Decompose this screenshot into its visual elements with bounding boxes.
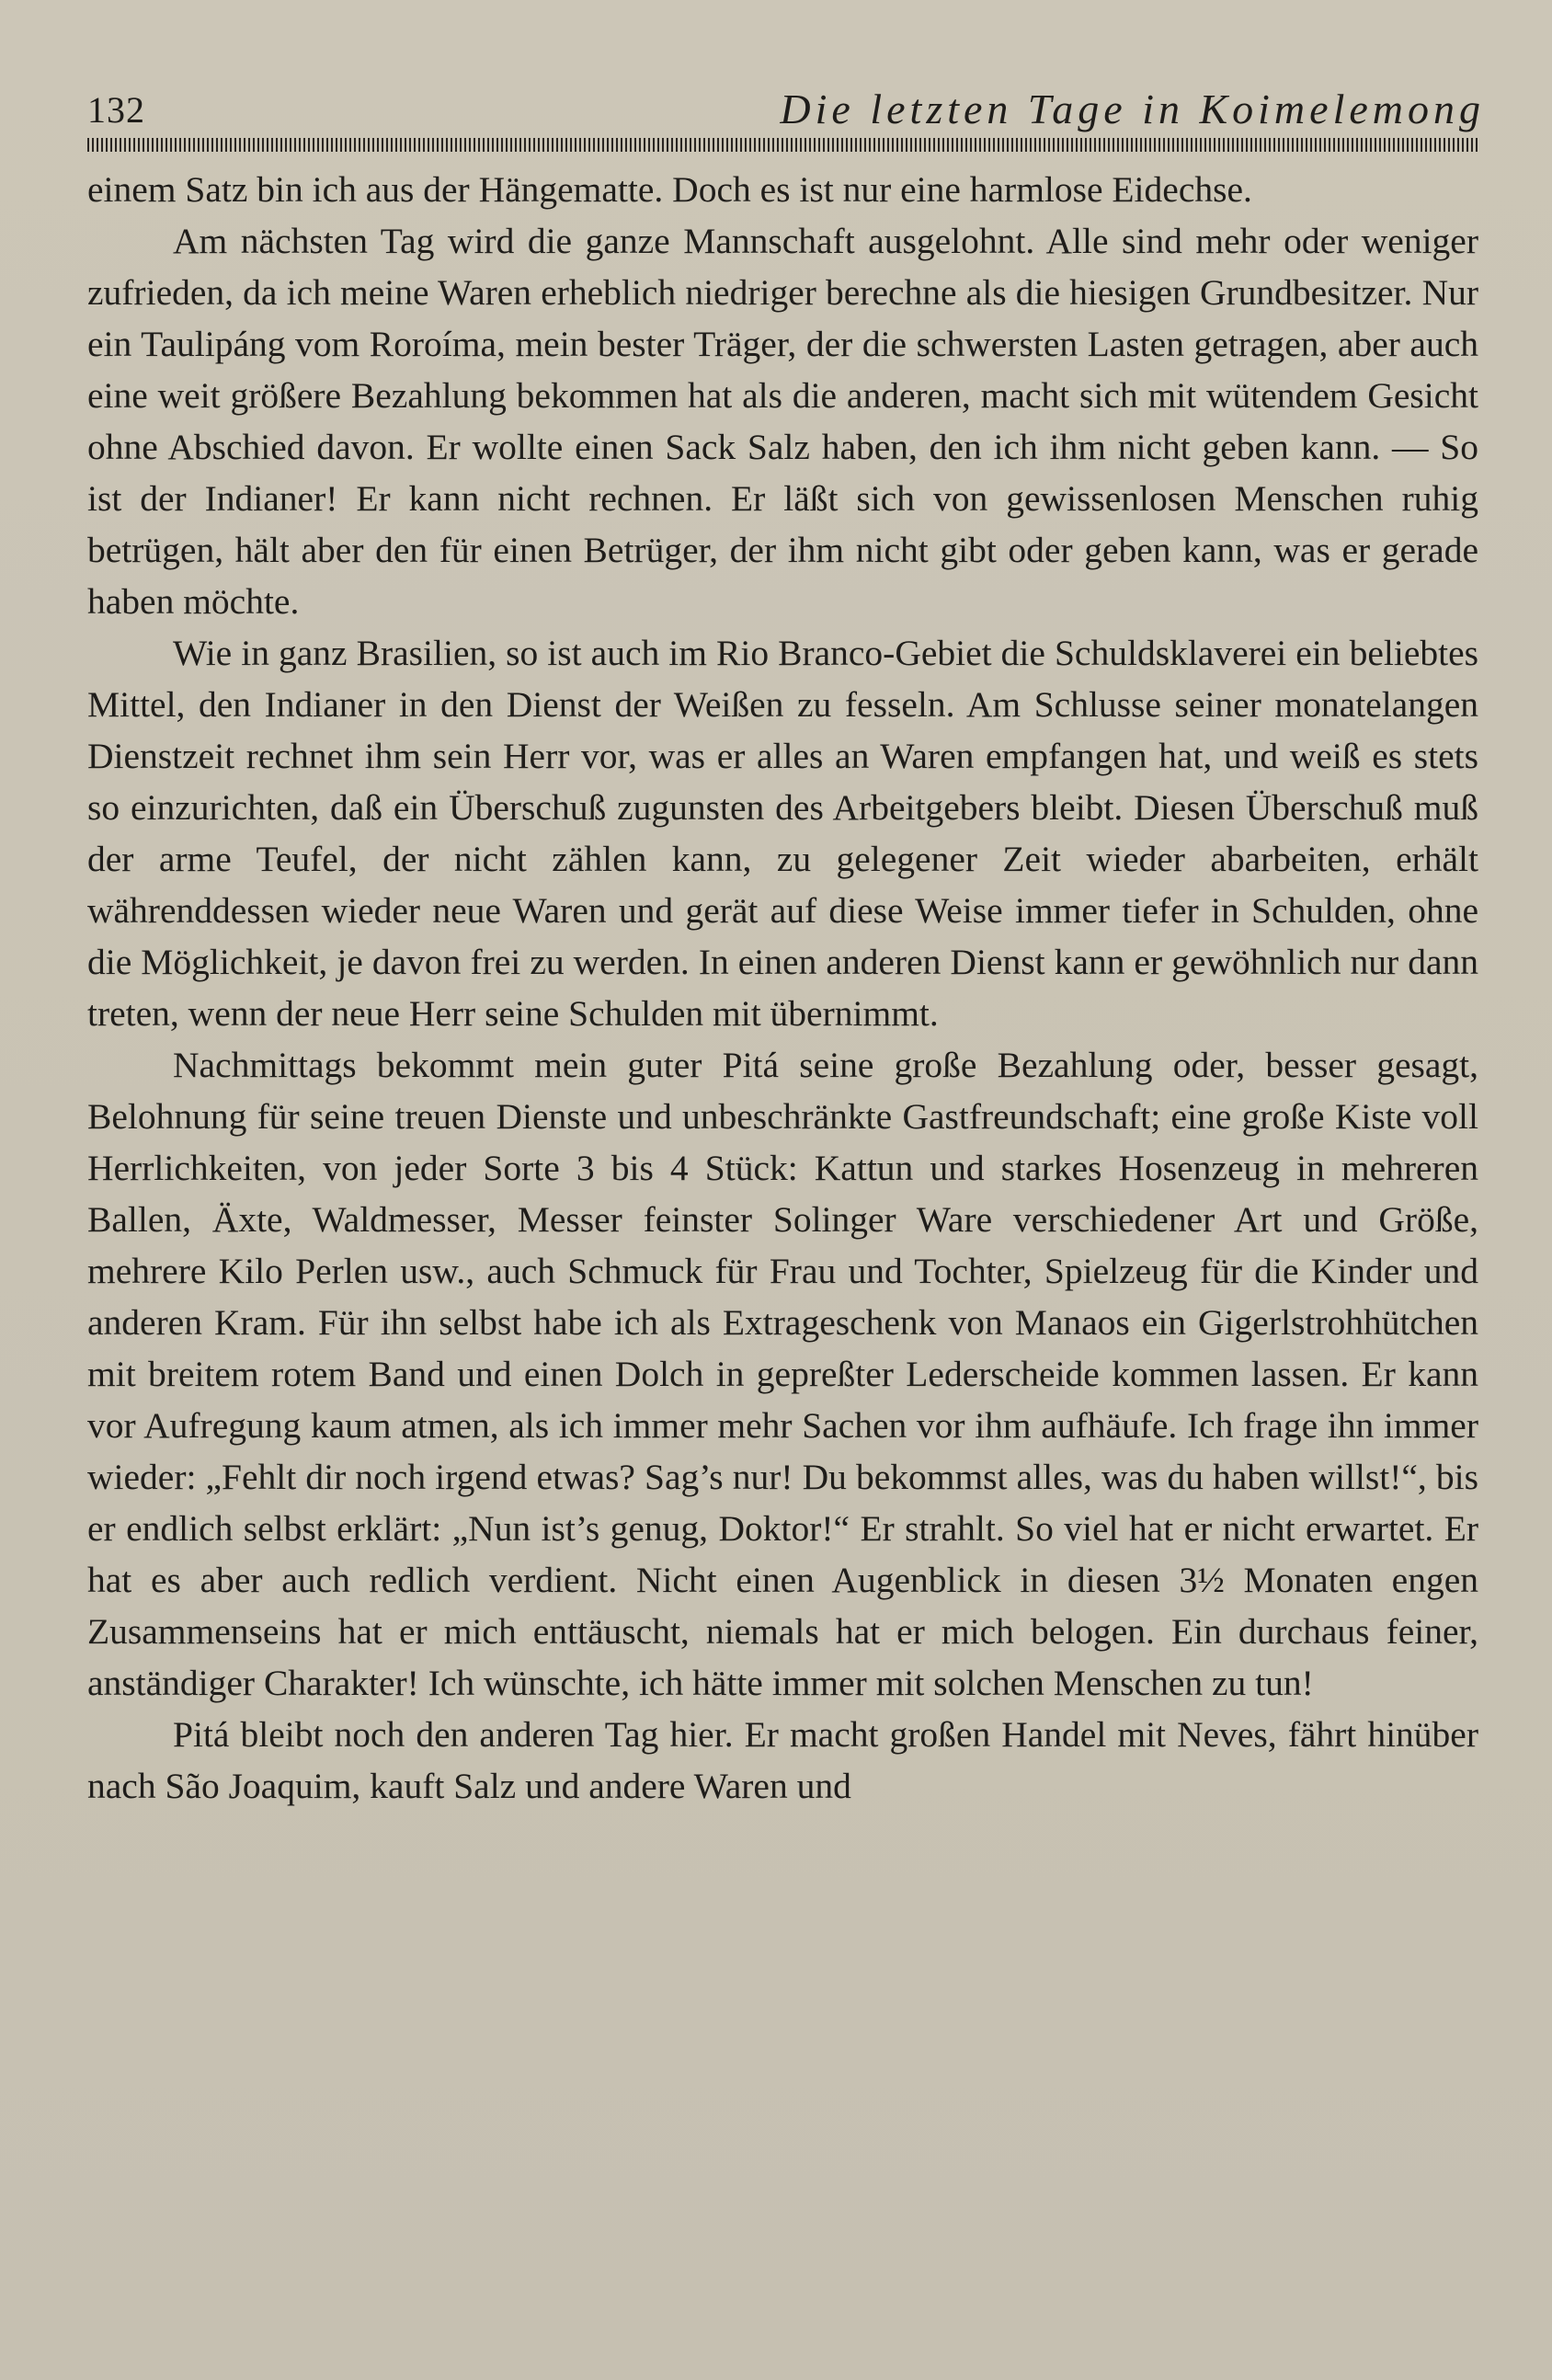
header-rule: [87, 138, 1478, 152]
page-header: [87, 85, 1485, 140]
body-text: [87, 164, 1478, 1812]
paragraph-1: einem Satz bin ich aus der Hängematte. Doch es ist nur eine harmlose Eidechse.: [87, 169, 1252, 210]
paragraph-2: Am nächsten Tag wird die ganze Mannschaft ausgelohnt. Alle sind mehr oder weniger zufrieden, da ich meine Waren erheblich niedriger berechne als die hiesigen Grundbesitzer. Nur ein Taulipáng vom Roroíma, mein bester Träger, der die schwersten Lasten getragen, aber auch eine weit größere Bezahlung bekommen hat als die anderen, macht sich mit wütendem Gesicht ohne Abschied davon. Er wollte einen Sack Salz haben, den ich ihm nicht geben kann. — So ist der Indianer! Er kann nicht rechnen. Er läßt sich von gewissenlosen Menschen ruhig betrügen, hält aber den für einen Betrüger, der ihm nicht gibt oder geben kann, was er gerade haben möchte.: [87, 221, 1478, 622]
paragraph-4: Nachmittags bekommt mein guter Pitá seine große Bezahlung oder, besser gesagt, Belohnung für seine treuen Dienste und unbeschränkte Gastfreundschaft; eine große Kiste voll Herrlichkeiten, von jeder Sorte 3 bis 4 Stück: Kattun und starkes Hosenzeug in mehreren Ballen, Äxte, Waldmesser, Messer feinster Solinger Ware verschiedener Art und Größe, mehrere Kilo Perlen usw., auch Schmuck für Frau und Tochter, Spielzeug für die Kinder und anderen Kram. Für ihn selbst habe ich als Extrageschenk von Manaos ein Gigerlstrohhütchen mit breitem rotem Band und einen Dolch in gepreßter Lederscheide kommen lassen. Er kann vor Aufregung kaum atmen, als ich immer mehr Sachen vor ihm aufhäufe. Ich frage ihn immer wieder: „Fehlt dir noch irgend etwas? Sag’s nur! Du bekommst alles, was du haben willst!“, bis er endlich selbst erklärt: „Nun ist’s genug, Doktor!“ Er strahlt. So viel hat er nicht erwartet. Er hat es aber auch redlich verdient. Nicht einen Augenblick in diesen 3½ Monaten engen Zusammenseins hat er mich enttäuscht, niemals hat er mich belogen. Ein durchaus feiner, anständiger Charakter! Ich wünschte, ich hätte immer mit solchen Menschen zu tun!: [87, 1045, 1478, 1703]
page-number: 132: [87, 89, 145, 131]
paragraph-5: Pitá bleibt noch den anderen Tag hier. Er macht großen Handel mit Neves, fährt hinüber nach São Joaquim, kauft Salz und andere Waren und: [87, 1714, 1478, 1806]
paragraph-3: Wie in ganz Brasilien, so ist auch im Rio Branco-Gebiet die Schuldsklaverei ein beliebtes Mittel, den Indianer in den Dienst der Weißen zu fesseln. Am Schlusse seiner monatelangen Dienstzeit rechnet ihm sein Herr vor, was er alles an Waren empfangen hat, und weiß es stets so einzurichten, daß ein Überschuß zugunsten des Arbeitgebers bleibt. Diesen Überschuß muß der arme Teufel, der nicht zählen kann, zu gelegener Zeit wieder abarbeiten, erhält währenddessen wieder neue Waren und gerät auf diese Weise immer tiefer in Schulden, ohne die Möglichkeit, je davon frei zu werden. In einen anderen Dienst kann er gewöhnlich nur dann treten, wenn der neue Herr seine Schulden mit übernimmt.: [87, 633, 1478, 1034]
running-title: Die letzten Tage in Koimelemong: [780, 86, 1485, 132]
